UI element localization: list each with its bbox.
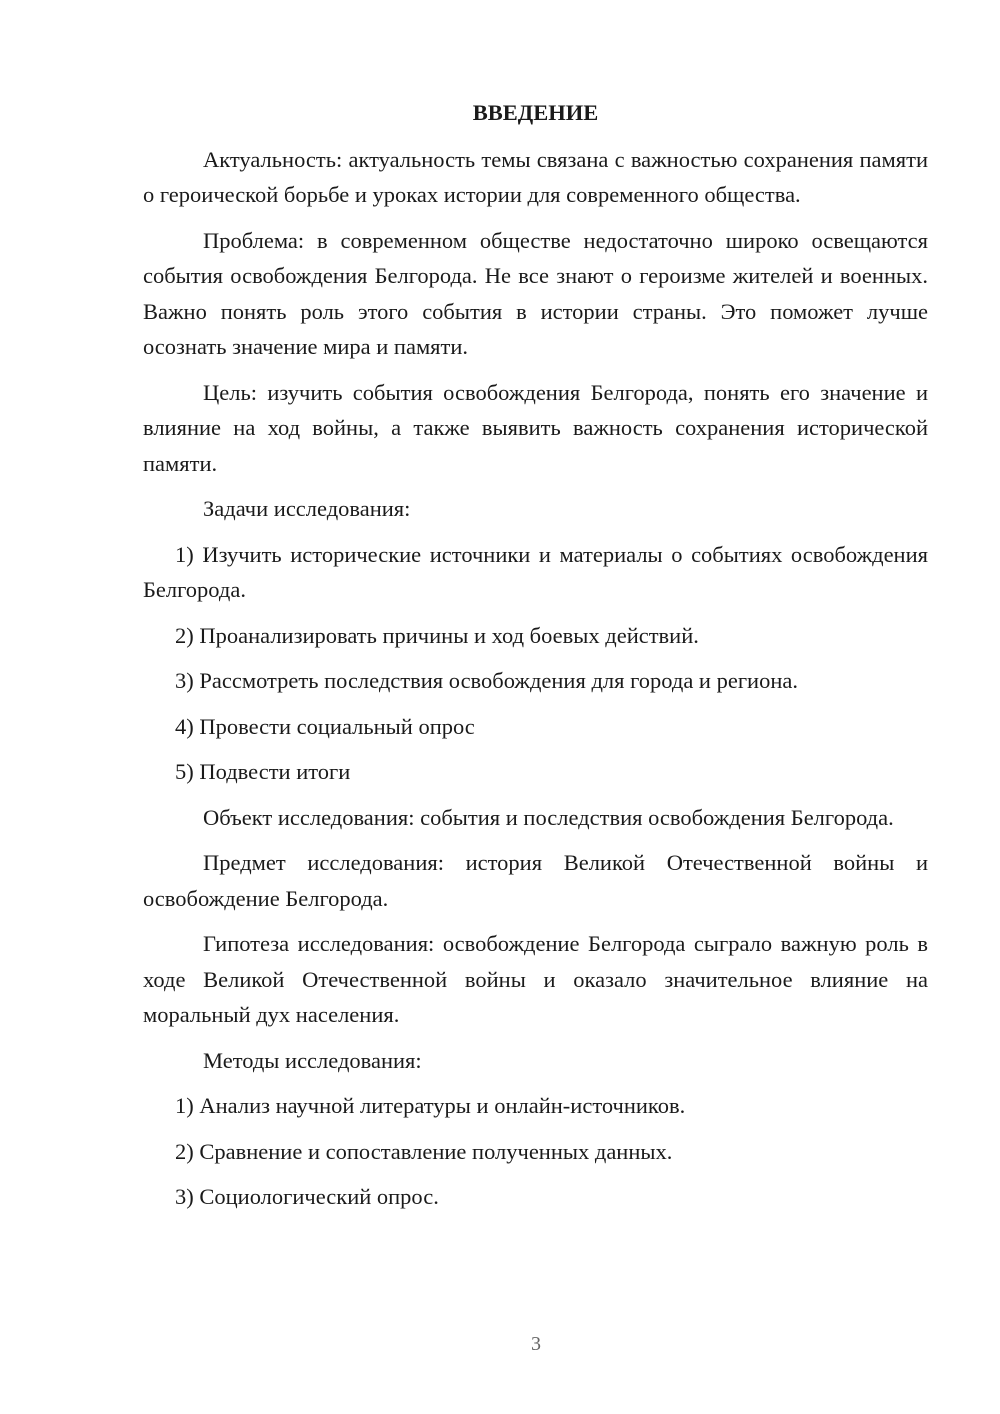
methods-heading: Методы исследования: (203, 1047, 422, 1073)
list-item: 2) Сравнение и сопоставление полученных данных. (175, 1138, 673, 1164)
list-item: 4) Провести социальный опрос (175, 713, 475, 739)
page-content (143, 95, 928, 1225)
section-title: ВВЕДЕНИЕ (472, 100, 599, 125)
object-paragraph: Объект исследования: события и последствия освобождения Белгорода. (203, 804, 894, 830)
list-item: 5) Подвести итоги (175, 759, 351, 784)
list-item: 3) Социологический опрос. (175, 1184, 439, 1209)
tasks-heading: Задачи исследования: (203, 496, 411, 521)
list-item: 2) Проанализировать причины и ход боевых действий. (175, 622, 699, 648)
relevance-paragraph: Актуальность: актуальность темы связана с важностью сохранения памяти о героической борьбе и уроках истории для современного общества. (143, 146, 928, 207)
list-item: 1) Изучить исторические источники и материалы о событиях освобождения Белгорода. (143, 541, 928, 602)
tasks-list (143, 537, 928, 790)
list-item: 1) Анализ научной литературы и онлайн-источников. (175, 1093, 686, 1118)
hypothesis-paragraph: Гипотеза исследования: освобождение Белгорода сыграло важную роль в ходе Великой Отечественной войны и оказало значительное влияние на моральный дух населения. (143, 931, 928, 1027)
subject-paragraph: Предмет исследования: история Великой Отечественной войны и освобождение Белгорода. (143, 850, 928, 911)
page-number: 3 (531, 1333, 541, 1355)
problem-paragraph: Проблема: в современном обществе недостаточно широко освещаются события освобождения Белгорода. Не все знают о героизме жителей и военных. Важно понять роль этого события в истории страны. Это поможет лучше осознать значение мира и памяти. (143, 227, 928, 359)
list-item: 3) Рассмотреть последствия освобождения для города и региона. (175, 668, 799, 693)
methods-list (143, 1088, 928, 1215)
goal-paragraph: Цель: изучить события освобождения Белгорода, понять его значение и влияние на ход войны, а также выявить важность сохранения исторической памяти. (143, 379, 928, 476)
